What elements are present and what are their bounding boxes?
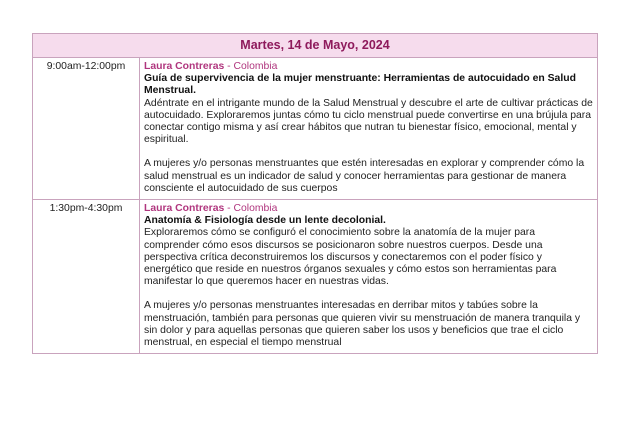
speaker-separator: - bbox=[224, 61, 234, 72]
session-row bbox=[33, 58, 597, 200]
paragraph-gap bbox=[144, 146, 593, 158]
speaker-name: Laura Contreras bbox=[144, 203, 225, 215]
speaker-country: Colombia bbox=[233, 203, 278, 215]
session-content bbox=[140, 58, 597, 199]
session-content bbox=[140, 200, 597, 353]
session-row bbox=[33, 200, 597, 353]
speaker-line bbox=[144, 61, 593, 73]
session-title: Anatomía & Fisiología desde un lente decolonial. bbox=[144, 215, 386, 227]
speaker-country: Colombia bbox=[233, 61, 278, 72]
speaker-name: Laura Contreras bbox=[144, 61, 225, 72]
session-description: Exploraremos cómo se configuró el conocimiento sobre la anatomía de la mujer para comprender cómo esos discursos se posicionaron sobre nuestros cuerpos. Desde una perspectiva crítica deconstruiremos los discursos y conectaremos con el poder físico y energético que reside en nuestros órganos sexuales y cómo estos son herramientas para manifestar lo que queremos hacer en nuestras vidas. bbox=[144, 227, 557, 288]
session-title: Guía de supervivencia de la mujer menstruante: Herramientas de autocuidado en Salud Menstrual. bbox=[144, 73, 576, 97]
session-time: 9:00am-12:00pm bbox=[33, 58, 140, 199]
session-audience: A mujeres y/o personas menstruantes interesadas en derribar mitos y tabúes sobre la menstruación, también para personas que quieren vivir su menstruación de manera tranquila y sin dolor y para aquellas personas que quieren saber los usos y beneficios que trae el ciclo menstrual, en especial el tiempo menstrual bbox=[144, 300, 581, 349]
session-time: 1:30pm-4:30pm bbox=[33, 200, 140, 353]
paragraph-gap bbox=[144, 288, 593, 300]
speaker-line bbox=[144, 203, 593, 215]
session-description: Adéntrate en el intrigante mundo de la Salud Menstrual y descubre el arte de cultivar prácticas de autocuidado. Exploraremos juntas cómo tu ciclo menstrual puede convertirse en una brújula para conectar contigo misma y así crear hábitos que nutran tu bienestar físico, emocional, mental y espiritual. bbox=[144, 97, 593, 146]
speaker-separator: - bbox=[224, 203, 234, 215]
session-audience: A mujeres y/o personas menstruantes que estén interesadas en explorar y comprender cómo la salud menstrual es un indicador de salud y conocer herramientas para gestionar de manera consciente el autocuidado de sus cuerpos bbox=[144, 158, 585, 194]
schedule-table bbox=[32, 33, 598, 354]
day-header: Martes, 14 de Mayo, 2024 bbox=[33, 34, 597, 58]
